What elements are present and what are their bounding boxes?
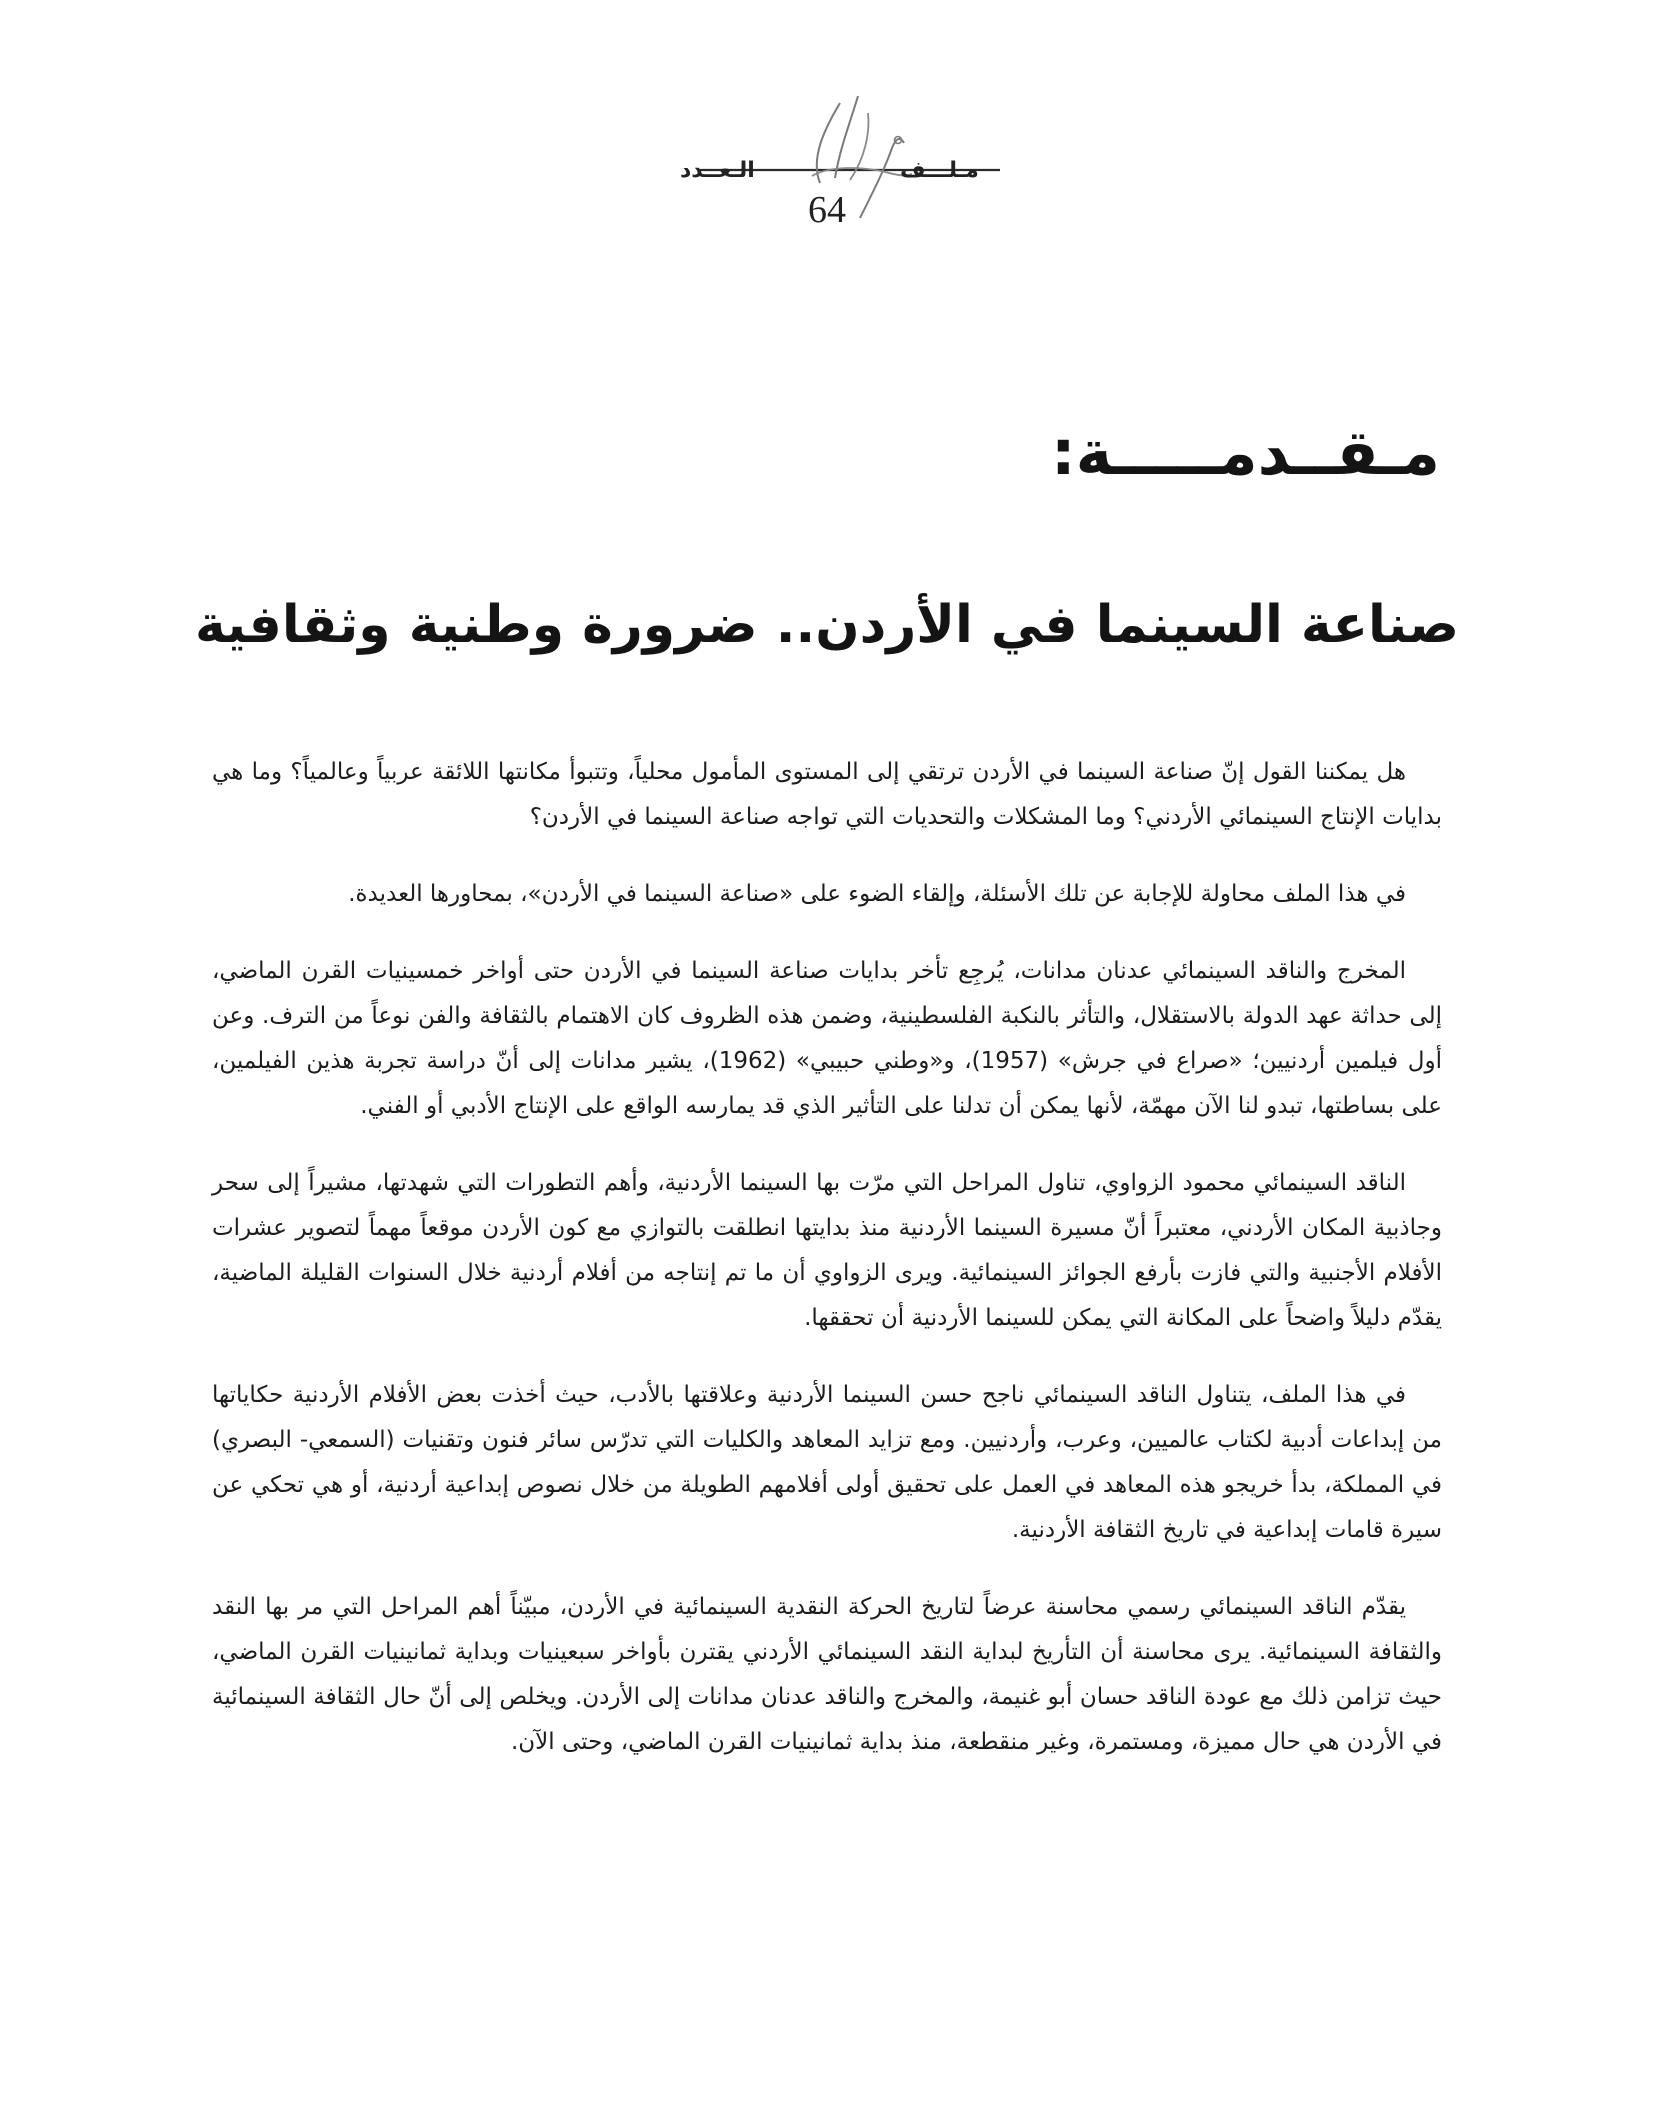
article-title: صناعة السينما في الأردن.. ضرورة وطنية وثقافية [195, 594, 1459, 655]
article-paragraph: يقدّم الناقد السينمائي رسمي محاسنة عرضاً لتاريخ الحركة النقدية السينمائية في الأردن، مبيّناً أهم المراحل التي مر بها النقد والثقافة السينمائية. يرى محاسنة أن التأريخ لبداية النقد السينمائي الأردني يقترن بأواخر سبعينيات وبداية ثمانينيات القرن الماضي، حيث تزامن ذلك مع عودة الناقد حسان أبو غنيمة، والمخرج والناقد عدنان مدانات إلى الأردن. ويخلص إلى أنّ حال الثقافة السينمائية في الأردن هي حال مميزة، ومستمرة، وغير منقطعة، منذ بداية ثمانينيات القرن الماضي، وحتى الآن. [212, 1594, 1442, 1755]
article-paragraph: في هذا الملف محاولة للإجابة عن تلك الأسئلة، وإلقاء الضوء على «صناعة السينما في الأردن»، بمحاورها العديدة. [348, 881, 1406, 907]
article-paragraph: الناقد السينمائي محمود الزواوي، تناول المراحل التي مرّت بها السينما الأردنية، وأهم التطورات التي شهدتها، مشيراً إلى سحر وجاذبية المكان الأردني، معتبراً أنّ مسيرة السينما الأردنية منذ بدايتها انطلقت بالتوازي مع كون الأردن موقعاً مهماً لتصوير عشرات الأفلام الأجنبية والتي فازت بأرفع الجوائز السينمائية. ويرى الزواوي أن ما تم إنتاجه من أفلام أردنية خلال السنوات القليلة الماضية، يقدّم دليلاً واضحاً على المكانة التي يمكن للسينما الأردنية أن تحققها. [212, 1170, 1442, 1331]
article-paragraph: هل يمكننا القول إنّ صناعة السينما في الأردن ترتقي إلى المستوى المأمول محلياً، وتتبوأ مكانتها اللائقة عربياً وعالمياً؟ وما هي بدايات الإنتاج السينمائي الأردني؟ وما المشكلات والتحديات التي تواجه صناعة السينما في الأردن؟ [212, 759, 1442, 830]
page-header [0, 88, 1654, 238]
header-section-label: مـلـــف [900, 158, 979, 183]
page-number: 64 [808, 189, 846, 231]
header-issue-label: الـعــدد [680, 158, 755, 183]
section-heading: مـقــدمـــــة: [1050, 416, 1440, 490]
article-paragraph: المخرج والناقد السينمائي عدنان مدانات، يُرجِع تأخر بدايات صناعة السينما في الأردن حتى أواخر خمسينيات القرن الماضي، إلى حداثة عهد الدولة بالاستقلال، والتأثر بالنكبة الفلسطينية، وضمن هذه الظروف كان الاهتمام بالثقافة والفن نوعاً من الترف. وعن أول فيلمين أردنيين؛ «صراع في جرش» (1957)، و«وطني حبيبي» (1962)، يشير مدانات إلى أنّ دراسة تجربة هذين الفيلمين، على بساطتها، تبدو لنا الآن مهمّة، لأنها يمكن أن تدلنا على التأثير الذي قد يمارسه الواقع على الإنتاج الأدبي أو الفني. [212, 958, 1442, 1119]
article-body [212, 750, 1442, 1797]
article-paragraph: في هذا الملف، يتناول الناقد السينمائي ناجح حسن السينما الأردنية وعلاقتها بالأدب، حيث أخذت بعض الأفلام الأردنية حكاياتها من إبداعات أدبية لكتاب عالميين، وعرب، وأردنيين. ومع تزايد المعاهد والكليات التي تدرّس سائر فنون وتقنيات (السمعي- البصري) في المملكة، بدأ خريجو هذه المعاهد في العمل على تحقيق أولى أفلامهم الطويلة من خلال نصوص إبداعية أردنية، أو هي تحكي عن سيرة قامات إبداعية في تاريخ الثقافة الأردنية. [212, 1382, 1442, 1543]
